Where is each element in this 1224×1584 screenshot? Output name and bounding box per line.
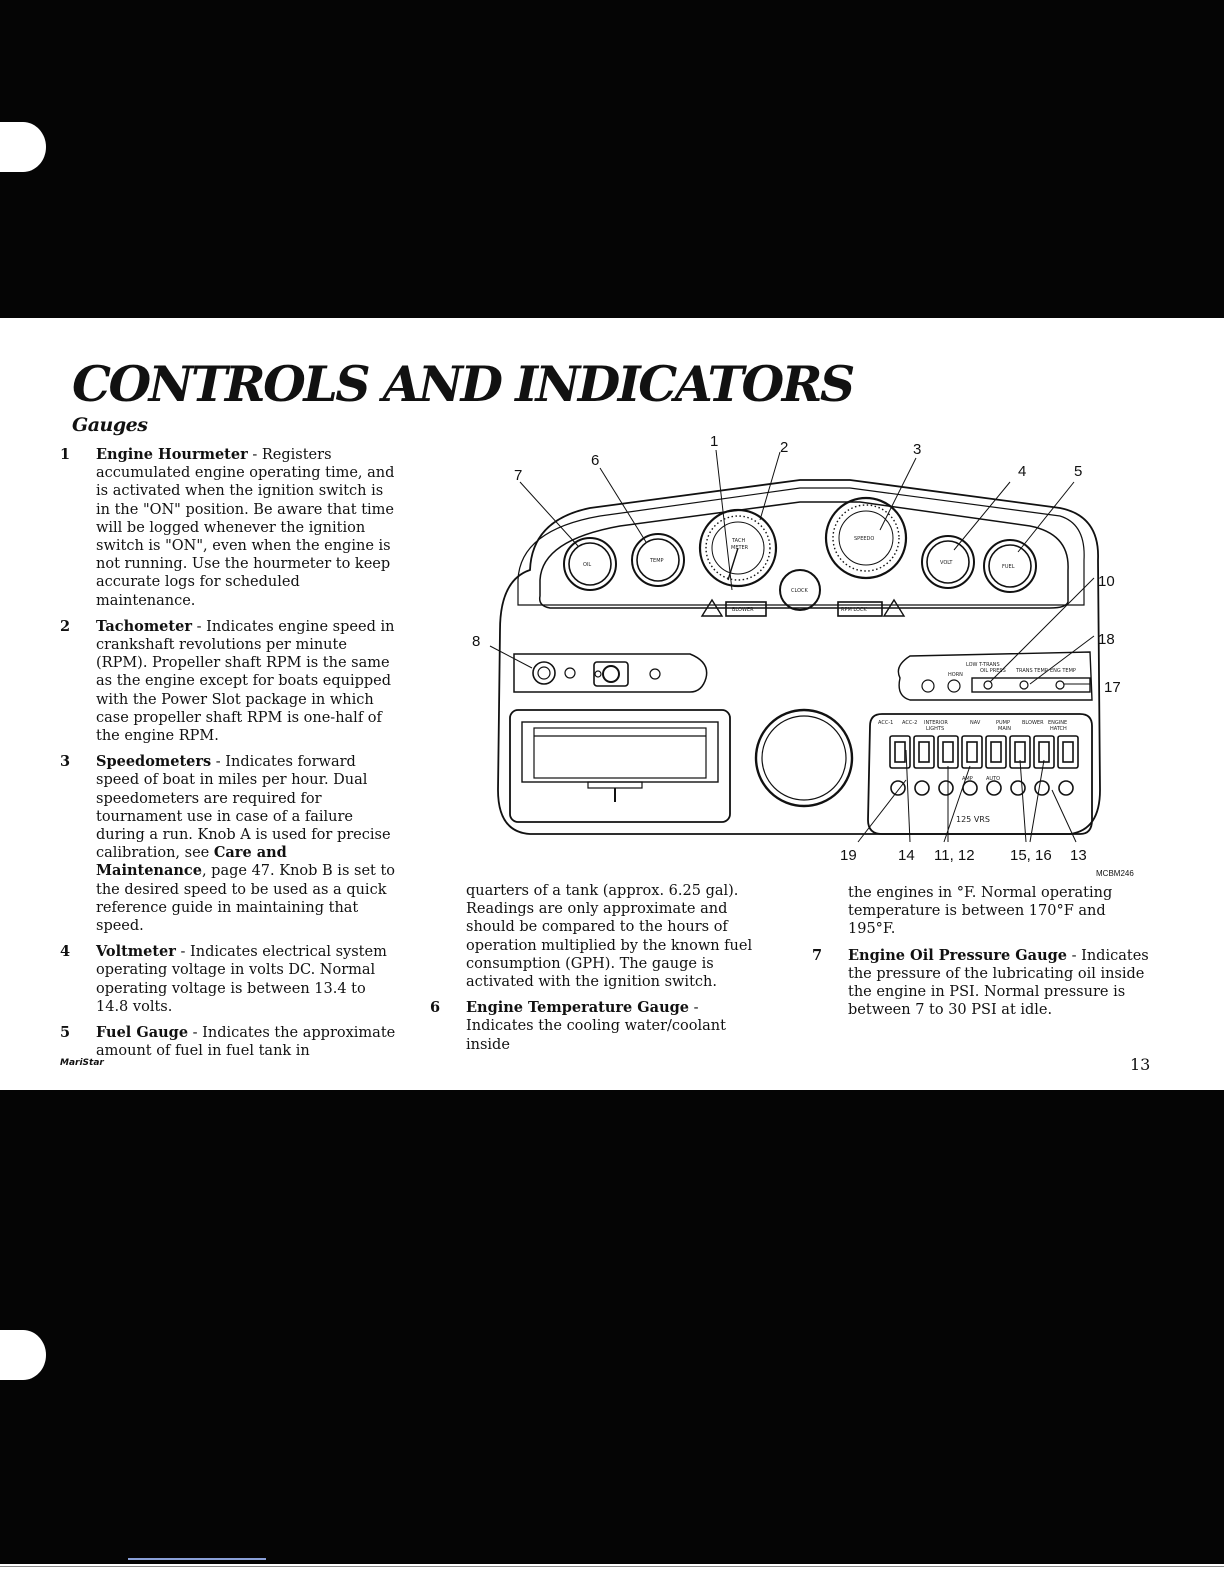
hatch-label: HATCH — [1050, 726, 1067, 732]
temp-label: TEMP — [650, 558, 664, 564]
vrs-label: 125 VRS — [956, 815, 990, 824]
amp-label: AMP — [962, 776, 973, 782]
tachometer-gauge — [700, 510, 776, 586]
voltmeter-gauge — [922, 536, 974, 588]
item-term: Fuel Gauge — [96, 1024, 189, 1042]
text-column-1 — [60, 446, 400, 1069]
binder-hole-icon — [0, 1330, 46, 1380]
item-term: Speedometers — [96, 753, 212, 771]
continuation-text: quarters of a tank (approx. 6.25 gal). Readings are only approximate and should be compared to the hours of operation multiplied by the known fuel consumption (GPH). The gauge is activated with the ignition switch. — [466, 883, 753, 991]
main-label: MAIN — [998, 726, 1011, 732]
list-item — [60, 1024, 400, 1060]
callout-3: 3 — [913, 441, 922, 458]
item-text: , page 47. Knob B is set to the desired speed to be used as a quick reference guide in maintaining that speed. — [96, 863, 396, 935]
callout-1: 1 — [710, 433, 719, 450]
scan-band-bottom — [0, 1090, 1224, 1564]
lights-label: LIGHTS — [926, 726, 945, 732]
page-title: CONTROLS AND INDICATORS — [72, 355, 853, 413]
item-text: - Indicates the pressure of the lubricating oil inside the engine in PSI. Normal pressure is between 7 to 30 PSI at idle. — [848, 947, 1149, 1019]
meter-label: METER — [731, 545, 749, 551]
list-item — [812, 947, 1152, 1020]
item-number: 1 — [60, 446, 71, 463]
item-number: 3 — [60, 753, 71, 771]
item-term: Voltmeter — [96, 943, 176, 961]
callout-17: 17 — [1104, 679, 1121, 696]
blower-switch-label: BLOWER — [1022, 720, 1044, 726]
list-item — [60, 753, 400, 935]
text-column-2 — [430, 882, 770, 1062]
scan-edge-line — [0, 1566, 1224, 1567]
callout-14: 14 — [898, 847, 915, 864]
blower-label: BLOWER — [732, 607, 754, 613]
engine-label: ENGINE — [1048, 720, 1068, 726]
item-term: Engine Hourmeter — [96, 446, 248, 463]
callout-2: 2 — [780, 439, 789, 456]
nav-label: NAV — [970, 720, 981, 726]
oil-gauge — [564, 538, 616, 590]
auto-label: AUTO — [986, 776, 1001, 782]
item-number: 6 — [430, 999, 441, 1017]
fuel-gauge — [984, 540, 1036, 592]
item-term: Engine Oil Pressure Gauge — [848, 946, 1067, 964]
item-text: - Registers accumulated engine operating time, and is activated when the ignition switch is in the "ON" position. Be aware that time will be logged whenever the ignition switch is "ON", even when the engine is not running. Use the hourmeter to keep accurate logs for scheduled maintenance. — [96, 447, 395, 609]
speedometer-gauge — [826, 498, 906, 578]
low-trans-label: LOW T-TRANS — [966, 662, 1000, 668]
callout-10: 10 — [1098, 573, 1115, 590]
callout-6: 6 — [591, 452, 600, 469]
item-term: Engine Temperature Gauge — [466, 999, 689, 1017]
scan-mark — [128, 1558, 266, 1560]
clock-gauge — [780, 570, 820, 610]
item-text: - Indicates the cooling water/coolant inside — [466, 1000, 726, 1053]
item-number: 7 — [812, 946, 823, 964]
callout-18: 18 — [1098, 631, 1115, 648]
volt-label: VOLT — [940, 560, 953, 566]
acc1-label: ACC-1 — [878, 720, 894, 726]
callout-11-12: 11, 12 — [934, 847, 975, 864]
cross-reference: Care and Maintenance — [96, 844, 287, 880]
brand-logo: MariStar — [60, 1058, 104, 1068]
list-item — [60, 446, 400, 610]
oil-label: OIL — [583, 562, 592, 568]
item-number: 2 — [60, 617, 71, 635]
oil-press-label: OIL PRESS — [980, 668, 1006, 674]
dashboard-diagram — [470, 430, 1160, 882]
circuit-breakers — [891, 781, 1073, 795]
rocker-switches — [890, 736, 1078, 768]
list-item — [430, 999, 770, 1054]
pump-label: PUMP — [996, 720, 1011, 726]
item-term: Tachometer — [96, 617, 192, 635]
speedo-label: SPEEDO — [854, 536, 875, 542]
figure-code: MCBM246 — [1096, 869, 1134, 878]
trans-temp-label: TRANS TEMP — [1016, 668, 1048, 674]
page-number: 13 — [1130, 1055, 1151, 1074]
item-text: - Indicates the approximate amount of fuel in fuel tank in — [96, 1025, 396, 1060]
item-text: - Indicates engine speed in crankshaft revolutions per minute (RPM). Propeller shaft RPM is the same as the engine except for boats equipped with the Power Slot package in which case propeller shaft RPM is one-half of the engine RPM. — [96, 618, 395, 745]
item-text: - Indicates forward speed of boat in miles per hour. Dual speedometers are required for tournament use in case of a failure during a run. Knob A is used for precise calibration, see — [96, 754, 391, 862]
text-column-3 — [812, 884, 1152, 1027]
binder-hole-icon — [0, 122, 46, 172]
list-item — [60, 943, 400, 1016]
list-item — [60, 618, 400, 745]
horn-label: HORN — [948, 672, 963, 678]
continuation-text: the engines in °F. Normal operating temperature is between 170°F and 195°F. — [848, 885, 1113, 938]
interior-label: INTERIOR — [924, 720, 948, 726]
eng-temp-label: ENG TEMP — [1050, 668, 1076, 674]
callout-4: 4 — [1018, 463, 1027, 480]
item-text: - Indicates electrical system operating voltage in volts DC. Normal operating voltage is between 13.4 to 14.8 volts. — [96, 944, 387, 1015]
rpm-lock-label: RPM LOCK — [841, 607, 867, 613]
callout-15-16: 15, 16 — [1010, 847, 1052, 864]
section-subtitle: Gauges — [72, 414, 148, 436]
temp-gauge — [632, 534, 684, 586]
callout-19: 19 — [840, 847, 857, 864]
callout-13: 13 — [1070, 847, 1087, 864]
callout-5: 5 — [1074, 463, 1083, 480]
item-number: 4 — [60, 943, 71, 961]
acc2-label: ACC-2 — [902, 720, 918, 726]
tach-label: TACH — [732, 538, 746, 544]
scan-band-top — [0, 0, 1224, 318]
callout-8: 8 — [472, 633, 481, 650]
clock-label: CLOCK — [791, 588, 808, 594]
fuel-label: FUEL — [1002, 564, 1015, 570]
callout-7: 7 — [514, 467, 523, 484]
item-number: 5 — [60, 1024, 71, 1042]
